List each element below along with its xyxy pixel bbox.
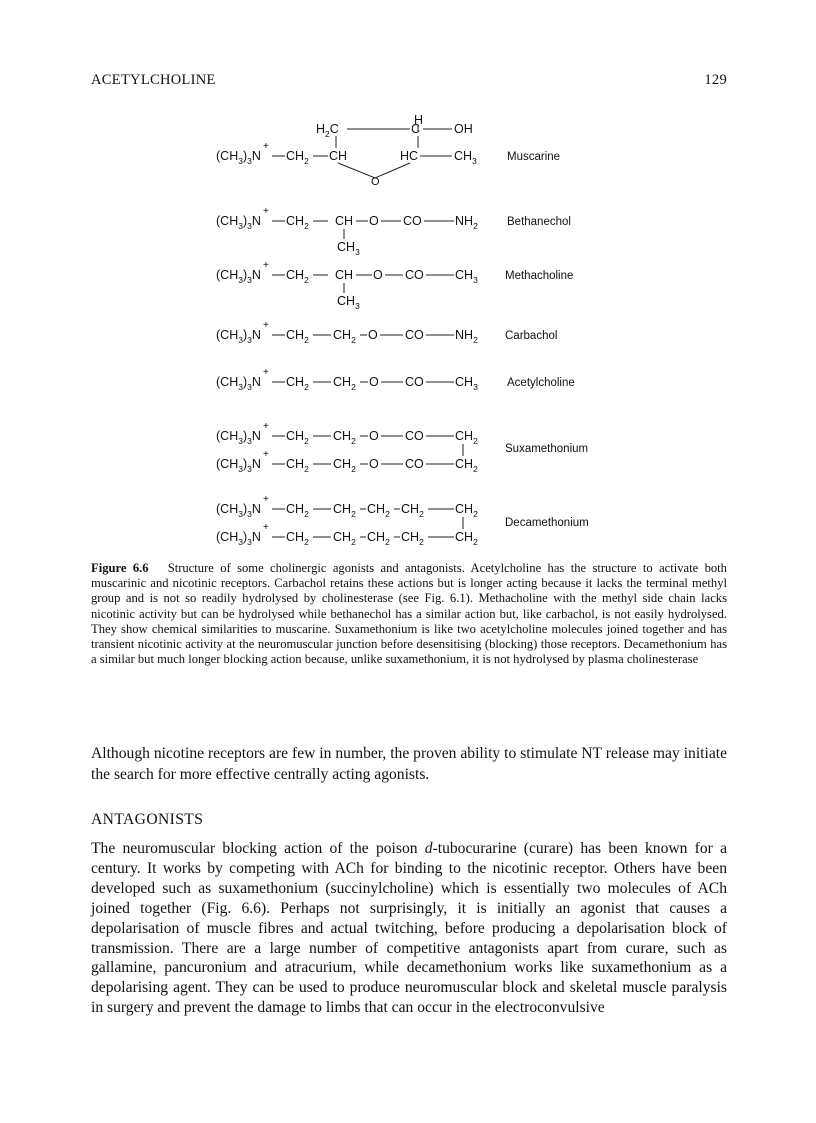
svg-text:CH2: $CH_2$ <box>286 457 309 474</box>
structure-acetylcholine <box>216 367 575 392</box>
structure-carbachol <box>216 320 557 345</box>
body-paragraph-1: Although nicotine receptors are few in number, the proven ability to stimulate NT release may initiate the search for more effective centrally acting agonists. <box>91 745 727 783</box>
label-decamethonium: Decamethonium <box>505 517 589 529</box>
body-paragraph-2 <box>91 839 727 1018</box>
svg-text:+: + <box>263 141 269 152</box>
figure-6-6-structures <box>0 0 816 560</box>
svg-text:(CH3)3N: $(CH_3)_3N$ <box>216 502 261 519</box>
svg-text:CH2: $CH_2$ <box>333 502 356 519</box>
svg-text:CH2: $CH_2$ <box>401 502 424 519</box>
svg-text:CH: CH <box>335 214 354 228</box>
svg-text:O: O <box>369 429 379 443</box>
svg-text:CH3: $CH_3$ <box>454 149 477 166</box>
label-muscarine: Muscarine <box>507 151 561 163</box>
structure-muscarine <box>216 113 560 188</box>
svg-text:+: + <box>263 494 269 505</box>
svg-text:H: H <box>414 113 424 127</box>
svg-text:O: O <box>373 268 383 282</box>
svg-text:CH3: $CH_3$ <box>337 240 360 257</box>
svg-text:+: + <box>263 421 269 432</box>
caption-label: Figure 6.6 <box>91 561 149 575</box>
svg-text:CH3: $CH_3$ <box>337 294 360 311</box>
para2-rest: -tubocurarine (curare) has been known for a century. It works by competing with ACh for binding to the nicotinic receptor. Others have been developed such as suxamethonium (succinylcholine) which is essentially two molecules of ACh joined together (Fig. 6.6). Perhaps not surprisingly, it is initially an agonist that causes a depolarisation of muscle fibres and actual twitching, before producing a depolarisation block of transmission. There are a large number of competitive antagonists apart from curare, such as gallamine, pancuronium and atracurium, while decamethonium works like suxamethonium as a depolarising agent. They can be used to produce neuromuscular block and skeletal muscle paralysis in surgery and prevent the damage to limbs that can occur in the electroconvulsive <box>91 840 727 1017</box>
svg-text:CO: CO <box>403 214 422 228</box>
svg-text:(CH3)3N: $(CH_3)_3N$ <box>216 457 261 474</box>
svg-text:CH2: $CH_2$ <box>367 530 390 547</box>
svg-text:CH: CH <box>329 149 348 163</box>
svg-text:CO: CO <box>405 375 424 389</box>
svg-text:NH2: $NH_2$ <box>455 328 478 345</box>
svg-text:CH2: $CH_2$ <box>333 530 356 547</box>
page-number: 129 <box>704 72 727 88</box>
svg-text:(CH3)3N: $(CH_3)_3N$ <box>216 214 261 231</box>
svg-text:CH2: $CH_2$ <box>286 375 309 392</box>
svg-text:CO: CO <box>405 429 424 443</box>
svg-text:CH2: $CH_2$ <box>401 530 424 547</box>
label-methacholine: Methacholine <box>505 270 574 282</box>
svg-text:(CH3)3N: $(CH_3)_3N$ <box>216 375 261 392</box>
svg-text:CH2: $CH_2$ <box>286 502 309 519</box>
svg-text:CH2: $CH_2$ <box>333 328 356 345</box>
svg-text:CH2: $CH_2$ <box>333 429 356 446</box>
svg-text:(CH3)3N: $(CH_3)_3N$ <box>216 429 261 446</box>
caption-text: Structure of some cholinergic agonists and antagonists. Acetylcholine has the structure to activate both muscarinic and nicotinic receptors. Carbachol retains these actions but is longer acting because it lacks the terminal methyl group and is not so readily hydrolysed by cholinesterase (see Fig. 6.1). Methacholine with the methyl side chain lacks nicotinic activity but can be hydrolysed while bethanechol has a similar action but, like carbachol, is not easily hydrolysed. They show chemical similarities to muscarine. Suxamethonium is like two acetylcholine molecules joined together and has transient nicotinic activity at the neuromuscular junction before desensitising (blocking) those receptors. Decamethonium has a similar but much longer blocking action because, unlike suxamethonium, it is not hydrolysed by plasma cholinesterase <box>91 561 727 667</box>
structure-bethanechol <box>216 206 571 257</box>
svg-text:CH2: $CH_2$ <box>455 530 478 547</box>
para2-italic-d: d <box>424 840 433 857</box>
structure-suxamethonium <box>216 421 588 474</box>
label-acetylcholine: Acetylcholine <box>507 377 575 389</box>
label-bethanechol: Bethanechol <box>507 216 571 228</box>
svg-text:+: + <box>263 260 269 271</box>
svg-text:HC: HC <box>400 149 419 163</box>
svg-text:CH2: $CH_2$ <box>286 328 309 345</box>
svg-text:OH: OH <box>454 122 473 136</box>
svg-text:O: O <box>369 375 379 389</box>
svg-text:O: O <box>369 214 379 228</box>
figure-caption <box>91 561 727 667</box>
svg-text:+: + <box>263 367 269 378</box>
label-suxamethonium: Suxamethonium <box>505 443 589 455</box>
svg-text:+: + <box>263 449 269 460</box>
svg-text:CO: CO <box>405 268 424 282</box>
svg-text:C: C <box>411 122 421 136</box>
svg-text:CO: CO <box>405 328 424 342</box>
label-carbachol: Carbachol <box>505 330 558 342</box>
svg-text:CH2: $CH_2$ <box>333 457 356 474</box>
svg-text:(CH3)3N: $(CH_3)_3N$ <box>216 328 261 345</box>
svg-text:O: O <box>368 328 378 342</box>
svg-text:CO: CO <box>405 457 424 471</box>
svg-text:O: O <box>369 457 379 471</box>
svg-text:(CH3)3N: $(CH_3)_3N$ <box>216 268 261 285</box>
svg-text:CH2: $CH_2$ <box>286 429 309 446</box>
section-heading-antagonists: ANTAGONISTS <box>91 811 204 828</box>
svg-text:+: + <box>263 206 269 217</box>
svg-text:CH2: $CH_2$ <box>286 268 309 285</box>
svg-text:CH3: $CH_3$ <box>455 268 478 285</box>
structure-decamethonium <box>216 494 589 547</box>
svg-text:H2C: $H_2C$ <box>316 122 339 139</box>
svg-text:CH2: $CH_2$ <box>455 502 478 519</box>
running-head-title: ACETYLCHOLINE <box>91 72 216 88</box>
svg-text:(CH3)3N: $(CH_3)_3N$ <box>216 149 261 166</box>
svg-text:+: + <box>263 522 269 533</box>
svg-text:CH2: $CH_2$ <box>286 530 309 547</box>
para2-start: The neuromuscular blocking action of the poison <box>91 840 425 857</box>
svg-text:+: + <box>263 320 269 331</box>
svg-text:CH2: $CH_2$ <box>367 502 390 519</box>
svg-text:CH2: $CH_2$ <box>455 457 478 474</box>
svg-text:CH2: $CH_2$ <box>286 214 309 231</box>
svg-text:CH3: $CH_3$ <box>455 375 478 392</box>
svg-text:CH2: $CH_2$ <box>286 149 309 166</box>
svg-text:CH2: $CH_2$ <box>333 375 356 392</box>
svg-text:CH2: $CH_2$ <box>455 429 478 446</box>
svg-text:NH2: $NH_2$ <box>455 214 478 231</box>
structure-methacholine <box>216 260 573 311</box>
svg-text:(CH3)3N: $(CH_3)_3N$ <box>216 530 261 547</box>
svg-text:O: O <box>371 176 380 188</box>
svg-text:CH: CH <box>335 268 354 282</box>
